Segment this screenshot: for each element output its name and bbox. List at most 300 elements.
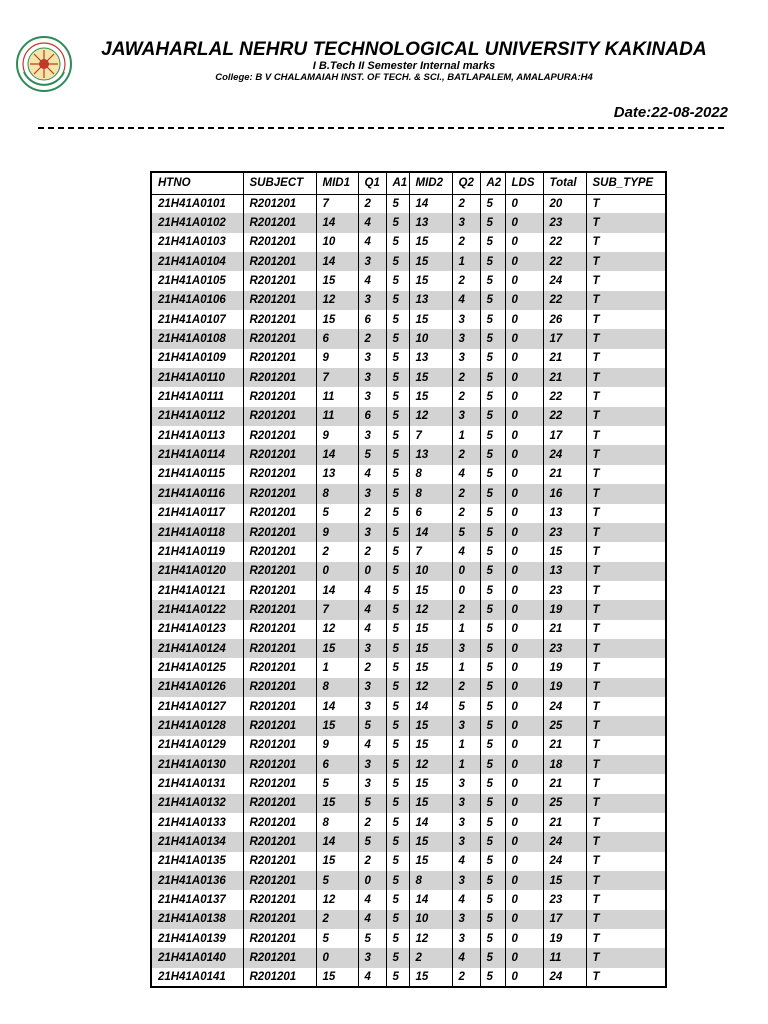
total-cell: 17	[543, 426, 586, 445]
a1-cell: 5	[386, 639, 409, 658]
report-date: Date:22-08-2022	[613, 104, 728, 121]
lds-cell: 0	[505, 271, 543, 290]
a1-cell: 5	[386, 620, 409, 639]
a2-cell: 5	[480, 890, 505, 909]
a1-cell: 5	[386, 871, 409, 890]
mid2-cell: 12	[409, 755, 452, 774]
subject-cell: R201201	[243, 890, 316, 909]
mid2-cell: 13	[409, 349, 452, 368]
q1-cell: 2	[358, 329, 386, 348]
q1-cell: 5	[358, 929, 386, 948]
htno-cell: 21H41A0139	[151, 929, 243, 948]
lds-cell: 0	[505, 484, 543, 503]
mid1-cell: 15	[316, 794, 358, 813]
table-row	[151, 774, 666, 793]
column-header: MID1	[316, 172, 358, 194]
column-header: SUBJECT	[243, 172, 316, 194]
q2-cell: 4	[452, 852, 480, 871]
a2-cell: 5	[480, 794, 505, 813]
q2-cell: 2	[452, 504, 480, 523]
a1-cell: 5	[386, 349, 409, 368]
q1-cell: 3	[358, 948, 386, 967]
mid1-cell: 15	[316, 716, 358, 735]
table-row	[151, 387, 666, 406]
htno-cell: 21H41A0138	[151, 910, 243, 929]
total-cell: 19	[543, 678, 586, 697]
a1-cell: 5	[386, 658, 409, 677]
sub-type-cell: T	[586, 213, 666, 232]
subject-cell: R201201	[243, 407, 316, 426]
total-cell: 19	[543, 658, 586, 677]
mid2-cell: 14	[409, 194, 452, 213]
column-header: Total	[543, 172, 586, 194]
a2-cell: 5	[480, 271, 505, 290]
htno-cell: 21H41A0133	[151, 813, 243, 832]
q1-cell: 2	[358, 658, 386, 677]
q1-cell: 3	[358, 774, 386, 793]
htno-cell: 21H41A0128	[151, 716, 243, 735]
lds-cell: 0	[505, 194, 543, 213]
sub-type-cell: T	[586, 252, 666, 271]
mid1-cell: 15	[316, 310, 358, 329]
q2-cell: 2	[452, 368, 480, 387]
subject-cell: R201201	[243, 213, 316, 232]
total-cell: 25	[543, 716, 586, 735]
mid2-cell: 13	[409, 291, 452, 310]
lds-cell: 0	[505, 349, 543, 368]
mid2-cell: 15	[409, 736, 452, 755]
htno-cell: 21H41A0115	[151, 465, 243, 484]
mid1-cell: 11	[316, 407, 358, 426]
a2-cell: 5	[480, 678, 505, 697]
subject-cell: R201201	[243, 581, 316, 600]
mid2-cell: 12	[409, 678, 452, 697]
table-row	[151, 291, 666, 310]
lds-cell: 0	[505, 233, 543, 252]
sub-type-cell: T	[586, 426, 666, 445]
subject-cell: R201201	[243, 968, 316, 987]
total-cell: 19	[543, 600, 586, 619]
mid2-cell: 10	[409, 562, 452, 581]
mid1-cell: 14	[316, 581, 358, 600]
sub-type-cell: T	[586, 465, 666, 484]
total-cell: 21	[543, 774, 586, 793]
lds-cell: 0	[505, 542, 543, 561]
sub-type-cell: T	[586, 368, 666, 387]
total-cell: 16	[543, 484, 586, 503]
q1-cell: 4	[358, 736, 386, 755]
a1-cell: 5	[386, 929, 409, 948]
sub-type-cell: T	[586, 832, 666, 851]
q2-cell: 2	[452, 678, 480, 697]
htno-cell: 21H41A0125	[151, 658, 243, 677]
mid1-cell: 8	[316, 678, 358, 697]
q1-cell: 2	[358, 542, 386, 561]
mid2-cell: 12	[409, 407, 452, 426]
college-name: College: B V CHALAMAIAH INST. OF TECH. & SCI., BATLAPALEM, AMALAPURA:H4	[215, 72, 593, 83]
a2-cell: 5	[480, 329, 505, 348]
total-cell: 23	[543, 523, 586, 542]
q1-cell: 4	[358, 465, 386, 484]
q1-cell: 3	[358, 291, 386, 310]
mid1-cell: 5	[316, 504, 358, 523]
subject-cell: R201201	[243, 562, 316, 581]
q1-cell: 3	[358, 678, 386, 697]
subject-cell: R201201	[243, 832, 316, 851]
mid2-cell: 15	[409, 639, 452, 658]
mid2-cell: 2	[409, 948, 452, 967]
q1-cell: 5	[358, 832, 386, 851]
table-row	[151, 445, 666, 464]
a1-cell: 5	[386, 213, 409, 232]
subject-cell: R201201	[243, 697, 316, 716]
a1-cell: 5	[386, 890, 409, 909]
q1-cell: 3	[358, 426, 386, 445]
table-row	[151, 600, 666, 619]
q2-cell: 3	[452, 929, 480, 948]
mid2-cell: 15	[409, 310, 452, 329]
dashed-divider	[38, 127, 724, 129]
a2-cell: 5	[480, 620, 505, 639]
table-row	[151, 697, 666, 716]
sub-type-cell: T	[586, 678, 666, 697]
sub-type-cell: T	[586, 484, 666, 503]
q1-cell: 3	[358, 755, 386, 774]
htno-cell: 21H41A0140	[151, 948, 243, 967]
table-row	[151, 562, 666, 581]
q1-cell: 4	[358, 600, 386, 619]
subject-cell: R201201	[243, 329, 316, 348]
sub-type-cell: T	[586, 774, 666, 793]
subject-cell: R201201	[243, 233, 316, 252]
mid1-cell: 14	[316, 213, 358, 232]
lds-cell: 0	[505, 755, 543, 774]
subject-cell: R201201	[243, 852, 316, 871]
lds-cell: 0	[505, 504, 543, 523]
sub-type-cell: T	[586, 639, 666, 658]
a2-cell: 5	[480, 445, 505, 464]
sub-type-cell: T	[586, 271, 666, 290]
a2-cell: 5	[480, 755, 505, 774]
mid1-cell: 2	[316, 910, 358, 929]
mid1-cell: 10	[316, 233, 358, 252]
subject-cell: R201201	[243, 194, 316, 213]
mid1-cell: 5	[316, 774, 358, 793]
q1-cell: 3	[358, 349, 386, 368]
a1-cell: 5	[386, 484, 409, 503]
htno-cell: 21H41A0103	[151, 233, 243, 252]
htno-cell: 21H41A0112	[151, 407, 243, 426]
a1-cell: 5	[386, 600, 409, 619]
total-cell: 22	[543, 252, 586, 271]
table-row	[151, 484, 666, 503]
q1-cell: 4	[358, 890, 386, 909]
column-header: LDS	[505, 172, 543, 194]
q1-cell: 2	[358, 504, 386, 523]
a2-cell: 5	[480, 774, 505, 793]
q1-cell: 0	[358, 871, 386, 890]
lds-cell: 0	[505, 426, 543, 445]
a1-cell: 5	[386, 794, 409, 813]
mid2-cell: 7	[409, 426, 452, 445]
subject-cell: R201201	[243, 310, 316, 329]
lds-cell: 0	[505, 697, 543, 716]
htno-cell: 21H41A0111	[151, 387, 243, 406]
a1-cell: 5	[386, 542, 409, 561]
university-title: JAWAHARLAL NEHRU TECHNOLOGICAL UNIVERSITY KAKINADA	[101, 39, 707, 60]
subject-cell: R201201	[243, 639, 316, 658]
q2-cell: 3	[452, 794, 480, 813]
total-cell: 15	[543, 542, 586, 561]
total-cell: 19	[543, 929, 586, 948]
table-row	[151, 716, 666, 735]
htno-cell: 21H41A0113	[151, 426, 243, 445]
subject-cell: R201201	[243, 813, 316, 832]
q2-cell: 0	[452, 562, 480, 581]
sub-type-cell: T	[586, 542, 666, 561]
sub-type-cell: T	[586, 929, 666, 948]
a1-cell: 5	[386, 465, 409, 484]
sub-type-cell: T	[586, 910, 666, 929]
mid1-cell: 11	[316, 387, 358, 406]
table-row	[151, 213, 666, 232]
table-row	[151, 271, 666, 290]
a2-cell: 5	[480, 484, 505, 503]
mid1-cell: 5	[316, 929, 358, 948]
total-cell: 20	[543, 194, 586, 213]
a2-cell: 5	[480, 504, 505, 523]
a2-cell: 5	[480, 310, 505, 329]
q2-cell: 3	[452, 871, 480, 890]
a1-cell: 5	[386, 562, 409, 581]
lds-cell: 0	[505, 794, 543, 813]
q1-cell: 4	[358, 213, 386, 232]
subject-cell: R201201	[243, 600, 316, 619]
htno-cell: 21H41A0124	[151, 639, 243, 658]
table-row	[151, 252, 666, 271]
sub-type-cell: T	[586, 697, 666, 716]
a2-cell: 5	[480, 639, 505, 658]
mid1-cell: 12	[316, 620, 358, 639]
htno-cell: 21H41A0126	[151, 678, 243, 697]
subject-cell: R201201	[243, 465, 316, 484]
q1-cell: 2	[358, 852, 386, 871]
a1-cell: 5	[386, 504, 409, 523]
column-header: A2	[480, 172, 505, 194]
lds-cell: 0	[505, 581, 543, 600]
sub-type-cell: T	[586, 948, 666, 967]
q1-cell: 3	[358, 368, 386, 387]
htno-cell: 21H41A0131	[151, 774, 243, 793]
q1-cell: 6	[358, 310, 386, 329]
table-row	[151, 194, 666, 213]
mid1-cell: 9	[316, 349, 358, 368]
mid1-cell: 15	[316, 639, 358, 658]
lds-cell: 0	[505, 329, 543, 348]
total-cell: 24	[543, 852, 586, 871]
sub-type-cell: T	[586, 813, 666, 832]
q2-cell: 3	[452, 639, 480, 658]
mid2-cell: 7	[409, 542, 452, 561]
table-row	[151, 813, 666, 832]
lds-cell: 0	[505, 736, 543, 755]
q2-cell: 3	[452, 407, 480, 426]
column-header: MID2	[409, 172, 452, 194]
htno-cell: 21H41A0130	[151, 755, 243, 774]
column-header: Q2	[452, 172, 480, 194]
htno-cell: 21H41A0105	[151, 271, 243, 290]
mid1-cell: 8	[316, 813, 358, 832]
mid2-cell: 12	[409, 600, 452, 619]
mid2-cell: 15	[409, 968, 452, 987]
table-row	[151, 426, 666, 445]
table-row	[151, 542, 666, 561]
a2-cell: 5	[480, 697, 505, 716]
mid1-cell: 14	[316, 697, 358, 716]
subject-cell: R201201	[243, 716, 316, 735]
mid2-cell: 15	[409, 716, 452, 735]
mid1-cell: 13	[316, 465, 358, 484]
q2-cell: 3	[452, 213, 480, 232]
q2-cell: 2	[452, 387, 480, 406]
q2-cell: 5	[452, 523, 480, 542]
htno-cell: 21H41A0114	[151, 445, 243, 464]
q1-cell: 4	[358, 581, 386, 600]
table-row	[151, 465, 666, 484]
subject-cell: R201201	[243, 368, 316, 387]
a1-cell: 5	[386, 948, 409, 967]
sub-type-cell: T	[586, 852, 666, 871]
mid1-cell: 14	[316, 252, 358, 271]
a2-cell: 5	[480, 716, 505, 735]
subject-cell: R201201	[243, 523, 316, 542]
lds-cell: 0	[505, 658, 543, 677]
mid1-cell: 15	[316, 271, 358, 290]
mid1-cell: 9	[316, 736, 358, 755]
lds-cell: 0	[505, 813, 543, 832]
a2-cell: 5	[480, 233, 505, 252]
mid2-cell: 15	[409, 387, 452, 406]
lds-cell: 0	[505, 407, 543, 426]
q1-cell: 4	[358, 910, 386, 929]
a2-cell: 5	[480, 291, 505, 310]
mid1-cell: 2	[316, 542, 358, 561]
q2-cell: 4	[452, 948, 480, 967]
table-row	[151, 310, 666, 329]
lds-cell: 0	[505, 871, 543, 890]
table-row	[151, 407, 666, 426]
a1-cell: 5	[386, 581, 409, 600]
a2-cell: 5	[480, 349, 505, 368]
marks-table	[150, 171, 667, 988]
lds-cell: 0	[505, 910, 543, 929]
total-cell: 23	[543, 581, 586, 600]
a1-cell: 5	[386, 407, 409, 426]
q2-cell: 2	[452, 968, 480, 987]
htno-cell: 21H41A0106	[151, 291, 243, 310]
q1-cell: 5	[358, 445, 386, 464]
mid2-cell: 8	[409, 484, 452, 503]
total-cell: 21	[543, 736, 586, 755]
total-cell: 24	[543, 271, 586, 290]
mid1-cell: 15	[316, 968, 358, 987]
total-cell: 22	[543, 291, 586, 310]
a1-cell: 5	[386, 271, 409, 290]
lds-cell: 0	[505, 620, 543, 639]
htno-cell: 21H41A0116	[151, 484, 243, 503]
subject-cell: R201201	[243, 387, 316, 406]
total-cell: 25	[543, 794, 586, 813]
mid2-cell: 15	[409, 620, 452, 639]
q1-cell: 5	[358, 716, 386, 735]
q2-cell: 2	[452, 484, 480, 503]
q1-cell: 2	[358, 813, 386, 832]
table-row	[151, 523, 666, 542]
mid2-cell: 13	[409, 445, 452, 464]
a1-cell: 5	[386, 252, 409, 271]
lds-cell: 0	[505, 523, 543, 542]
table-row	[151, 968, 666, 987]
mid2-cell: 10	[409, 329, 452, 348]
a1-cell: 5	[386, 910, 409, 929]
a2-cell: 5	[480, 523, 505, 542]
table-row	[151, 929, 666, 948]
column-header: Q1	[358, 172, 386, 194]
q1-cell: 4	[358, 271, 386, 290]
table-row	[151, 678, 666, 697]
sub-type-cell: T	[586, 871, 666, 890]
mid2-cell: 14	[409, 813, 452, 832]
q1-cell: 2	[358, 194, 386, 213]
total-cell: 21	[543, 368, 586, 387]
table-row	[151, 871, 666, 890]
subject-cell: R201201	[243, 658, 316, 677]
mid2-cell: 15	[409, 832, 452, 851]
q2-cell: 1	[452, 620, 480, 639]
mid2-cell: 13	[409, 213, 452, 232]
subject-cell: R201201	[243, 271, 316, 290]
a2-cell: 5	[480, 542, 505, 561]
q2-cell: 3	[452, 310, 480, 329]
mid1-cell: 5	[316, 871, 358, 890]
mid1-cell: 12	[316, 291, 358, 310]
a2-cell: 5	[480, 871, 505, 890]
htno-cell: 21H41A0141	[151, 968, 243, 987]
table-header-row	[151, 172, 666, 194]
mid1-cell: 0	[316, 562, 358, 581]
subject-cell: R201201	[243, 910, 316, 929]
table-row	[151, 581, 666, 600]
q2-cell: 4	[452, 542, 480, 561]
lds-cell: 0	[505, 832, 543, 851]
mid1-cell: 6	[316, 755, 358, 774]
a1-cell: 5	[386, 291, 409, 310]
sub-type-cell: T	[586, 523, 666, 542]
sub-type-cell: T	[586, 658, 666, 677]
table-row	[151, 755, 666, 774]
total-cell: 13	[543, 504, 586, 523]
subject-cell: R201201	[243, 620, 316, 639]
sub-type-cell: T	[586, 736, 666, 755]
a2-cell: 5	[480, 581, 505, 600]
sub-type-cell: T	[586, 504, 666, 523]
a1-cell: 5	[386, 968, 409, 987]
a1-cell: 5	[386, 426, 409, 445]
a2-cell: 5	[480, 736, 505, 755]
q1-cell: 3	[358, 639, 386, 658]
sub-type-cell: T	[586, 620, 666, 639]
q2-cell: 2	[452, 194, 480, 213]
